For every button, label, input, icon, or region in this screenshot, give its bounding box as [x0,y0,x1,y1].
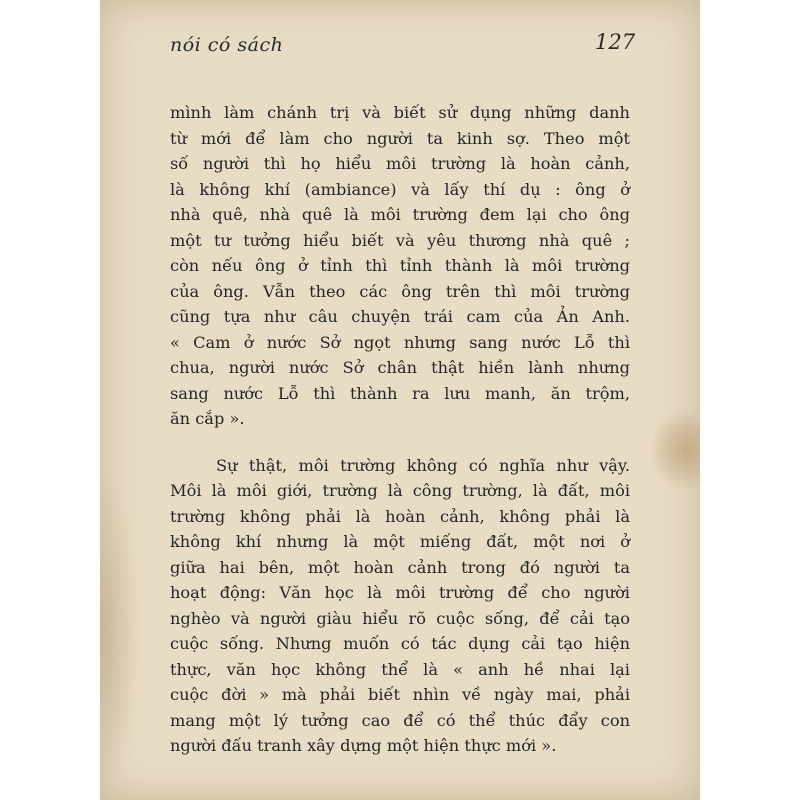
paper-shading [100,470,140,790]
text-line: cuộc đời » mà phải biết nhìn về ngày mai, phải [170,685,630,704]
text-line: cũng tựa như câu chuyện trái cam của Ản Anh. [170,307,630,326]
text-line: người đấu tranh xây dựng một hiện thực mới ». [170,736,557,755]
body-text [170,100,630,759]
text-line: thực, văn học không thể là « anh hề nhai lại [170,659,630,679]
text-line: nhà quê, nhà quê là môi trường đem lại cho ông [170,205,630,224]
text-line: « Cam ở nước Sở ngọt nhưng sang nước Lỗ thì [170,332,630,352]
text-line: Sự thật, môi trường không có nghĩa như vậy. [216,455,630,475]
text-line: của ông. Vẫn theo các ông trên thì môi trường [170,281,630,301]
book-page [100,0,700,800]
paragraph-1 [170,100,630,432]
text-line: mang một lý tưởng cao để có thể thúc đẩy con [170,710,630,730]
text-line: chua, người nước Sở chân thật hiền lành nhưng [170,358,630,377]
text-line: sang nước Lỗ thì thành ra lưu manh, ăn trộm, [170,383,630,403]
text-line: không khí nhưng là một miếng đất, một nơi ở [170,532,630,551]
paragraph-2 [170,453,630,759]
text-line: ăn cắp ». [170,409,245,428]
text-line: giữa hai bên, một hoàn cảnh trong đó người ta [170,557,630,577]
text-line: một tư tưởng hiểu biết và yêu thương nhà quê ; [170,230,630,250]
text-line: số người thì họ hiểu môi trường là hoàn cảnh, [170,154,630,173]
paragraph-spacer [170,432,630,453]
text-line: là không khí (ambiance) và lấy thí dụ : ông ở [170,179,630,199]
page-number: 127 [595,30,636,54]
text-line: hoạt động: Văn học là môi trường để cho người [170,583,630,602]
text-line: trường không phải là hoàn cảnh, không phải là [170,506,630,526]
paper-stain [650,410,700,490]
running-title: nói có sách [170,34,284,56]
text-line: Môi là môi giới, trường là công trường, là đất, môi [170,481,630,500]
text-line: còn nếu ông ở tỉnh thì tỉnh thành là môi trường [170,256,630,275]
text-line: mình làm chánh trị và biết sử dụng những danh [170,103,630,122]
text-line: từ mới để làm cho người ta kinh sợ. Theo một [170,128,630,148]
text-line: nghèo và người giàu hiểu rõ cuộc sống, để cải tạo [170,608,630,628]
text-line: cuộc sống. Nhưng muốn có tác dụng cải tạo hiện [170,634,630,653]
